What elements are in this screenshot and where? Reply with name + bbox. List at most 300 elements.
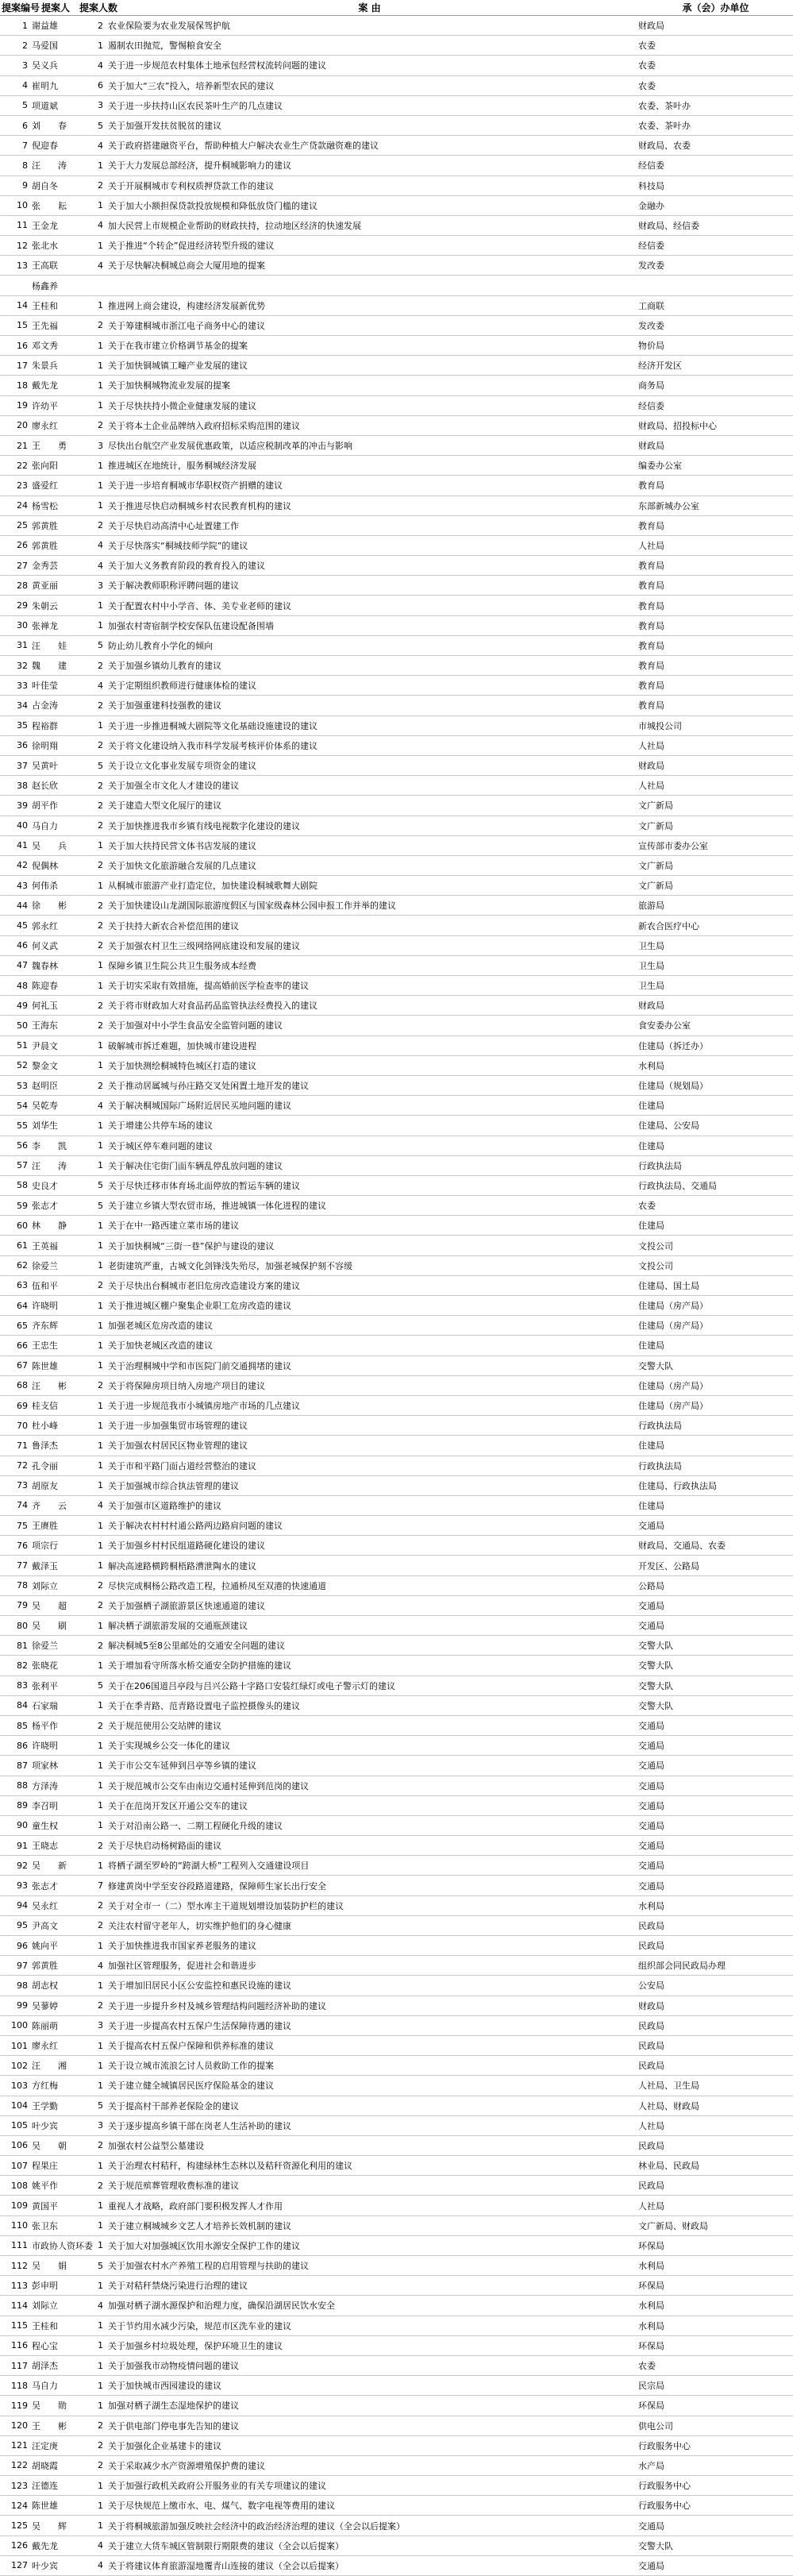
proposal-id-cell: 63 — [17, 1280, 28, 1291]
proposer-count-cell: 3 — [98, 2020, 103, 2031]
table-row — [0, 656, 793, 676]
table-row — [0, 136, 793, 156]
proposer-cell: 伍和平 — [32, 1280, 58, 1291]
proposal-id-cell: 11 — [17, 220, 28, 231]
subject-cell: 关于增加看守所落水桥交通安全防护措施的建议 — [108, 1660, 291, 1672]
subject-cell: 关于将保障房项目纳入房地产项目的建议 — [108, 1380, 265, 1391]
handling-unit-cell: 教育局 — [638, 620, 664, 631]
proposer-count-cell: 1 — [98, 1120, 103, 1131]
handling-unit-cell: 教育局 — [638, 480, 664, 492]
proposer-cell: 林 静 — [32, 1221, 67, 1232]
proposal-id-cell: 92 — [17, 1860, 28, 1871]
proposer-count-cell: 2 — [98, 420, 103, 431]
table-row — [0, 896, 793, 916]
table-row — [0, 856, 793, 876]
proposal-id-cell: 127 — [11, 2560, 28, 2571]
subject-cell: 修建黄岗中学至安谷段路道建路，保障师生家长出行安全 — [108, 1880, 326, 1892]
proposal-id-cell: 30 — [17, 620, 28, 631]
subject-cell: 关于规范殡葬管理收费标准的建议 — [108, 2181, 239, 2192]
table-row — [0, 1816, 793, 1836]
proposer-cell: 鲁泽杰 — [32, 1440, 58, 1452]
proposer-cell: 王忠生 — [32, 1340, 58, 1352]
subject-cell: 加大民营上市规模企业帮助的财政扶持，拉动地区经济的快速发展 — [108, 220, 361, 231]
proposer-count-cell: 3 — [98, 100, 103, 111]
table-row — [0, 1956, 793, 1976]
table-row — [0, 836, 793, 856]
header-count: 提案人数 — [79, 2, 118, 13]
proposer-cell: 马自力 — [32, 820, 58, 831]
proposal-id-cell: 72 — [17, 1460, 28, 1471]
proposal-id-cell: 36 — [17, 740, 28, 751]
table-row — [0, 416, 793, 436]
handling-unit-cell: 住建局、公安局 — [638, 1120, 699, 1132]
table-row — [0, 2456, 793, 2476]
proposal-id-cell: 118 — [11, 2380, 28, 2391]
subject-cell: 关于尽快扶持小微企业健康发展的建议 — [108, 400, 256, 411]
handling-unit-cell: 水利局 — [638, 2300, 664, 2312]
handling-unit-cell: 财政局 — [638, 21, 664, 32]
subject-cell: 关于加快城市西园建设的建议 — [108, 2381, 221, 2392]
proposer-cell: 项宗行 — [32, 1541, 58, 1552]
subject-cell: 关于进一步规范农村集体土地承包经营权流转问题的建议 — [108, 60, 326, 71]
table-row — [0, 2256, 793, 2276]
table-row — [0, 2296, 793, 2316]
proposer-cell: 程心宝 — [32, 2340, 58, 2351]
subject-cell: 关于尽快解决桐城总商会大厦用地的提案 — [108, 260, 265, 272]
handling-unit-cell: 交通局 — [638, 1760, 664, 1772]
subject-cell: 关于增加旧居民小区公安监控和惠民设施的建议 — [108, 1980, 291, 1992]
handling-unit-cell: 文投公司 — [638, 1240, 673, 1251]
handling-unit-cell: 住建局（房产局） — [638, 1301, 708, 1312]
proposer-count-cell: 1 — [98, 1620, 103, 1631]
handling-unit-cell: 教育局 — [638, 561, 664, 572]
subject-cell: 关于加快桐城物流业发展的提案 — [108, 380, 230, 391]
table-row — [0, 1696, 793, 1716]
header-id: 提案编号 — [2, 2, 40, 13]
proposer-count-cell: 4 — [98, 2300, 103, 2311]
handling-unit-cell: 财政局、招投标中心 — [638, 420, 717, 431]
proposer-cell: 陈世雄 — [32, 1360, 58, 1371]
table-row — [0, 2116, 793, 2136]
proposal-id-cell: 64 — [17, 1300, 28, 1311]
proposer-cell: 张利平 — [32, 1680, 58, 1691]
subject-cell: 关于推进尽快启动桐城乡村农民教育机构的建议 — [108, 500, 291, 511]
handling-unit-cell: 公安局 — [638, 1980, 664, 1992]
table-row — [0, 1676, 793, 1696]
proposer-cell: 朱朝云 — [32, 600, 58, 611]
proposer-count-cell — [75, 276, 105, 295]
subject-cell: 关于加强全市文化人才建设的建议 — [108, 781, 239, 792]
proposer-cell: 刘际立 — [32, 2300, 58, 2312]
proposal-id-cell: 109 — [11, 2200, 28, 2212]
subject-cell: 关于进一步提高农村五保户生活保障待遇的建议 — [108, 2020, 291, 2031]
proposer-count-cell: 7 — [98, 1880, 103, 1892]
proposal-id-cell: 57 — [17, 1160, 28, 1171]
proposer-cell: 何伟杀 — [32, 881, 58, 892]
proposal-id-cell: 59 — [17, 1200, 28, 1211]
proposer-count-cell: 2 — [98, 1900, 103, 1911]
proposal-id-cell: 5 — [22, 100, 28, 111]
proposer-count-cell: 1 — [98, 1700, 103, 1711]
subject-cell: 推进网上商会建设，构建经济发展新优势 — [108, 300, 265, 311]
table-row — [0, 96, 793, 116]
proposer-cell: 吴黄叶 — [32, 761, 58, 772]
proposer-cell: 徐爱兰 — [32, 1641, 58, 1652]
proposal-id-cell: 52 — [17, 1060, 28, 1071]
table-row — [0, 1856, 793, 1876]
proposal-id-cell: 76 — [17, 1540, 28, 1551]
proposer-count-cell: 1 — [98, 1540, 103, 1551]
proposer-cell: 赵明臣 — [32, 1081, 58, 1092]
handling-unit-cell: 交警大队 — [638, 1660, 673, 1672]
handling-unit-cell: 卫生局 — [638, 940, 664, 951]
proposer-cell: 王英福 — [32, 1240, 58, 1251]
proposal-id-cell: 49 — [17, 1000, 28, 1011]
proposer-cell: 程裕群 — [32, 720, 58, 731]
table-row — [0, 496, 793, 516]
proposer-count-cell: 1 — [98, 1560, 103, 1571]
proposer-count-cell: 2 — [98, 1640, 103, 1651]
subject-cell: 老街建筑严重，古城文化剑锋浅失殆尽，加强老城保护刻不容缓 — [108, 1260, 352, 1271]
handling-unit-cell: 交通局 — [638, 1721, 664, 1732]
proposal-id-cell: 103 — [11, 2080, 28, 2091]
proposer-cell: 史良才 — [32, 1180, 58, 1191]
proposal-id-cell: 28 — [17, 580, 28, 591]
proposal-id-cell: 21 — [17, 440, 28, 451]
subject-cell: 关于在中一路西建立菜市场的建议 — [108, 1221, 239, 1232]
subject-cell: 关于进一步推进桐城大剧院等文化基础设施建设的建议 — [108, 720, 318, 731]
subject-cell: 解决高速路横跨桐梧路漕泄陶水的建议 — [108, 1560, 256, 1571]
table-row — [0, 576, 793, 596]
proposer-cell: 吴 超 — [32, 1600, 67, 1611]
proposal-id-cell: 88 — [17, 1780, 28, 1791]
subject-cell: 关于加强我市动物疫情问题的建议 — [108, 2361, 239, 2372]
table-row — [0, 776, 793, 796]
subject-cell: 关于加快推进我市乡镇有线电视数字化建设的建议 — [108, 820, 300, 831]
table-row — [0, 2436, 793, 2456]
handling-unit-cell: 东部新城办公室 — [638, 500, 699, 511]
proposer-count-cell: 1 — [98, 1980, 103, 1991]
subject-cell: 推进城区在地统计，服务桐城经济发展 — [108, 461, 256, 472]
proposer-cell: 王赓胜 — [32, 1521, 58, 1532]
proposal-id-cell: 87 — [17, 1760, 28, 1771]
proposer-count-cell: 5 — [98, 120, 103, 131]
table-row — [0, 596, 793, 615]
proposer-count-cell: 1 — [98, 1740, 103, 1751]
subject-cell: 加强老城区危房改造的建议 — [108, 1321, 213, 1332]
table-row — [0, 1636, 793, 1656]
proposer-cell: 徐 彬 — [32, 900, 67, 912]
subject-cell: 关于筹建桐城市浙江电子商务中心的建议 — [108, 320, 265, 331]
subject-cell: 关于加强乡村村民组道路硬化建设的建议 — [108, 1541, 265, 1552]
table-row — [0, 2316, 793, 2336]
table-row — [0, 1716, 793, 1736]
proposer-count-cell: 1 — [98, 1780, 103, 1791]
proposer-count-cell: 1 — [98, 2500, 103, 2511]
proposal-id-cell: 121 — [11, 2440, 28, 2451]
table-row — [0, 1236, 793, 1255]
table-row — [0, 2556, 793, 2576]
proposer-cell: 汪 涛 — [32, 1160, 67, 1171]
handling-unit-cell: 人社局 — [638, 2200, 664, 2212]
proposal-id-cell: 8 — [22, 160, 28, 171]
handling-unit-cell: 交通局 — [638, 1741, 664, 1752]
proposal-id-cell: 85 — [17, 1720, 28, 1731]
proposal-id-cell: 123 — [11, 2480, 28, 2491]
proposal-id-cell: 89 — [17, 1800, 28, 1811]
proposal-id-cell: 68 — [17, 1380, 28, 1391]
proposer-cell: 黄国平 — [32, 2200, 58, 2212]
subject-cell: 解决桐城5至8公里邮处的交通安全问题的建议 — [108, 1641, 285, 1652]
proposer-count-cell: 6 — [98, 80, 103, 91]
table-row — [0, 156, 793, 175]
handling-unit-cell: 宣传部市委办公室 — [638, 840, 708, 851]
proposer-cell: 许幼平 — [32, 400, 58, 411]
proposal-id-cell: 45 — [17, 920, 28, 931]
subject-cell: 关于治理桐城中学和市医院门前交通拥堵的建议 — [108, 1360, 291, 1371]
table-row — [0, 196, 793, 216]
table-row — [0, 1356, 793, 1376]
proposer-cell: 胡志权 — [32, 1980, 58, 1992]
table-row — [0, 516, 793, 536]
proposer-count-cell: 1 — [98, 1660, 103, 1671]
handling-unit-cell: 交通局 — [638, 1800, 664, 1811]
table-row — [0, 336, 793, 356]
table-row — [0, 536, 793, 556]
proposal-id-cell: 2 — [22, 40, 28, 51]
subject-cell: 关注农村留守老年人，切实维护他们的身心健康 — [108, 1920, 291, 1931]
handling-unit-cell: 科技局 — [638, 180, 664, 191]
handling-unit-cell: 物价局 — [638, 341, 664, 352]
proposer-count-cell: 4 — [98, 60, 103, 71]
handling-unit-cell: 文广新局 — [638, 800, 673, 812]
handling-unit-cell: 交通局 — [638, 1621, 664, 1632]
proposer-cell: 孔令丽 — [32, 1460, 58, 1471]
subject-cell: 关于加大义务教育阶段的教育投入的建议 — [108, 561, 265, 572]
proposer-cell: 魏春林 — [32, 960, 58, 971]
proposer-cell: 许晓明 — [32, 1301, 58, 1312]
proposer-cell: 桂支信 — [32, 1401, 58, 1412]
handling-unit-cell: 财政局 — [638, 2000, 664, 2011]
handling-unit-cell: 教育局 — [638, 640, 664, 651]
proposer-count-cell: 1 — [98, 1320, 103, 1331]
proposer-count-cell: 2 — [98, 2440, 103, 2451]
proposer-count-cell: 2 — [98, 320, 103, 331]
handling-unit-cell — [637, 276, 793, 295]
handling-unit-cell: 财政局 — [638, 441, 664, 452]
proposal-id-cell: 110 — [11, 2220, 28, 2231]
proposer-count-cell: 2 — [98, 1720, 103, 1731]
proposal-id-cell: 120 — [11, 2420, 28, 2431]
handling-unit-cell: 水利局 — [638, 2261, 664, 2272]
proposal-id-cell: 65 — [17, 1320, 28, 1331]
table-body — [0, 16, 793, 2576]
proposer-cell: 吴义兵 — [32, 60, 58, 71]
proposer-count-cell: 1 — [98, 1760, 103, 1771]
subject-cell: 关于解决住宅街门面车辆乱停乱放问题的建议 — [108, 1160, 283, 1171]
table-row — [0, 876, 793, 896]
proposer-cell: 王先福 — [32, 320, 58, 331]
proposal-id-cell: 125 — [11, 2520, 28, 2532]
handling-unit-cell: 交通局 — [638, 1820, 664, 1831]
subject-cell: 关于尽快迁移市体育场北面停放的暂运车辆的建议 — [108, 1180, 300, 1191]
proposer-count-cell: 1 — [98, 1260, 103, 1271]
table-row — [0, 2076, 793, 2096]
proposer-count-cell: 4 — [98, 2540, 103, 2551]
proposal-id-cell: 96 — [17, 1940, 28, 1951]
proposer-count-cell: 4 — [98, 140, 103, 151]
subject-cell: 加强农村寄宿制学校安保队伍建设配备围墙 — [108, 620, 274, 631]
handling-unit-cell: 食安委办公室 — [638, 1020, 691, 1032]
table-row — [0, 396, 793, 416]
table-row — [0, 176, 793, 196]
proposer-cell: 马爱国 — [32, 40, 58, 52]
handling-unit-cell: 教育局 — [638, 700, 664, 711]
proposer-count-cell: 1 — [98, 1940, 103, 1951]
proposer-count-cell: 1 — [98, 2320, 103, 2331]
subject-cell: 关于推进城区棚户聚集企业职工危房改造的建议 — [108, 1301, 291, 1312]
subject-cell: 关于将建议体育旅游湿地覆青山连接的建议（全会以后提案） — [108, 2560, 344, 2571]
proposer-cell: 王晓志 — [32, 1841, 58, 1852]
subject-cell: 关于建立大货车城区管制限行期限费的建议（全会以后提案） — [108, 2540, 344, 2551]
table-row — [0, 2016, 793, 2036]
table-row — [0, 1276, 793, 1296]
subject-cell: 关于在季青路、范青路设置电子监控摄像头的建议 — [108, 1700, 300, 1711]
proposal-id-cell: 31 — [17, 640, 28, 651]
proposer-count-cell: 1 — [98, 2040, 103, 2051]
proposer-count-cell: 1 — [98, 880, 103, 891]
proposer-cell: 何礼玉 — [32, 1001, 58, 1012]
subject-cell: 关于进一步提升乡村及城乡管理结构问题经济补助的建议 — [108, 2000, 326, 2011]
proposal-id-cell: 51 — [17, 1040, 28, 1051]
handling-unit-cell: 民政局 — [638, 1941, 664, 1952]
proposal-id-cell: 42 — [17, 860, 28, 871]
proposer-count-cell: 1 — [98, 960, 103, 971]
proposer-cell: 吴永红 — [32, 1900, 58, 1911]
subject-cell: 关于尽快落实“桐城技师学院”的建议 — [108, 540, 248, 551]
table-row — [0, 1836, 793, 1856]
proposer-cell: 尹晨文 — [32, 1040, 58, 1051]
proposal-id-cell: 55 — [17, 1120, 28, 1131]
subject-cell: 关于城区停车难问题的建议 — [108, 1140, 213, 1151]
subject-cell: 关于加强农村水产养殖工程的启用管理与扶助的建议 — [108, 2261, 309, 2272]
table-row — [0, 1196, 793, 1216]
subject-cell: 关于加快文化旅游融合发展的几点建议 — [108, 860, 256, 871]
handling-unit-cell: 行政执法局 — [638, 1460, 682, 1471]
proposer-count-cell: 5 — [98, 760, 103, 771]
proposer-count-cell: 2 — [98, 1280, 103, 1291]
proposal-id-cell: 100 — [11, 2020, 28, 2031]
table-row — [0, 1416, 793, 1436]
table-row — [0, 1296, 793, 1316]
proposer-count-cell: 1 — [98, 2340, 103, 2351]
proposer-count-cell: 1 — [98, 1340, 103, 1351]
proposal-id-cell: 50 — [17, 1020, 28, 1031]
proposer-cell: 杜小峰 — [32, 1421, 58, 1432]
proposal-id-cell: 105 — [11, 2120, 28, 2131]
proposer-cell: 王海东 — [32, 1020, 58, 1032]
proposal-id-cell: 115 — [11, 2320, 28, 2331]
proposer-count-cell: 2 — [98, 660, 103, 671]
table-row — [0, 1376, 793, 1396]
subject-cell: 关于设立城市流浪乞讨人员救助工作的提案 — [108, 2061, 274, 2072]
subject-cell: 关于加大小额担保贷款投放规模和降低放贷门槛的建议 — [108, 200, 318, 211]
handling-unit-cell: 住建局（房产局） — [638, 1321, 708, 1332]
proposer-count-cell: 2 — [98, 2000, 103, 2011]
handling-unit-cell: 民政局 — [638, 2061, 664, 2072]
table-row — [0, 2216, 793, 2236]
table-row — [0, 456, 793, 476]
proposer-cell: 叶佳莹 — [32, 681, 58, 692]
proposer-cell: 杨鑫养 — [32, 280, 58, 291]
subject-cell: 关于推进“个转企”促进经济转型升级的建议 — [108, 241, 275, 252]
subject-cell: 关于加大扶持民营文体书店发展的建议 — [108, 840, 256, 851]
handling-unit-cell: 财政局、经信委 — [638, 220, 699, 231]
handling-unit-cell: 交通局 — [638, 1880, 664, 1892]
proposer-cell: 吴蓼婷 — [32, 2000, 58, 2011]
proposer-count-cell: 1 — [98, 1160, 103, 1171]
handling-unit-cell: 经济开发区 — [638, 361, 682, 372]
subject-cell: 关于进一步培育桐城市华职权资产捐赠的建议 — [108, 480, 283, 492]
proposer-cell: 王 勇 — [32, 441, 67, 452]
proposer-cell: 廖永红 — [32, 420, 58, 431]
proposal-id-cell: 78 — [17, 1580, 28, 1591]
proposer-count-cell: 1 — [98, 300, 103, 311]
subject-cell: 关于提高农村五保户保障和供养标准的建议 — [108, 2041, 274, 2052]
proposer-cell: 齐 云 — [32, 1500, 67, 1511]
proposal-id-cell: 71 — [17, 1440, 28, 1451]
proposal-id-cell: 34 — [17, 700, 28, 711]
proposer-cell: 胡晓霞 — [32, 2460, 58, 2471]
table-row — [0, 1076, 793, 1096]
proposer-count-cell: 1 — [98, 1300, 103, 1311]
proposer-cell: 胡自冬 — [32, 180, 58, 191]
handling-unit-cell: 金融办 — [638, 200, 664, 211]
proposer-cell: 童生权 — [32, 1820, 58, 1831]
proposer-cell: 尹高文 — [32, 1920, 58, 1931]
subject-cell: 加强对栖子湖生态湿地保护的建议 — [108, 2401, 239, 2412]
subject-cell: 关于加强乡村垃圾处理，保护环境卫生的建议 — [108, 2340, 283, 2351]
proposer-count-cell: 2 — [98, 180, 103, 191]
proposer-count-cell: 1 — [98, 840, 103, 851]
subject-cell: 关于尽快启动杨树路面的建议 — [108, 1841, 221, 1852]
handling-unit-cell: 财政局、农委 — [638, 141, 691, 152]
handling-unit-cell: 住建局（拆迁办） — [638, 1040, 708, 1051]
proposer-cell: 王桂和 — [32, 300, 58, 311]
handling-unit-cell: 交通局 — [638, 1600, 664, 1611]
handling-unit-cell: 民政局 — [638, 2140, 664, 2151]
subject-cell: 将栖子湖至罗岭的“跨湖大桥”工程列入交通建设项目 — [108, 1861, 310, 1872]
table-row — [0, 296, 793, 316]
proposer-cell: 张向阳 — [32, 461, 58, 472]
subject-cell: 关于尽快启动高清中心址置建工作 — [108, 520, 239, 531]
subject-cell: 关于市和平路门面占道经营整治的建议 — [108, 1460, 256, 1471]
proposal-id-cell: 53 — [17, 1080, 28, 1091]
handling-unit-cell: 民政局 — [638, 1920, 664, 1931]
proposal-id-cell: 90 — [17, 1820, 28, 1831]
proposal-id-cell: 3 — [22, 60, 28, 71]
table-row — [0, 256, 793, 276]
handling-unit-cell: 财政局 — [638, 761, 664, 772]
handling-unit-cell: 环保局 — [638, 2401, 664, 2412]
handling-unit-cell: 住建局、行政执法局 — [638, 1480, 717, 1491]
handling-unit-cell: 文投公司 — [638, 1260, 673, 1271]
handling-unit-cell: 组织部会同民政局办理 — [638, 1961, 726, 1972]
handling-unit-cell: 水利局 — [638, 1060, 664, 1071]
proposer-count-cell: 1 — [98, 1860, 103, 1871]
table-row — [0, 1336, 793, 1355]
table-row — [0, 2156, 793, 2176]
